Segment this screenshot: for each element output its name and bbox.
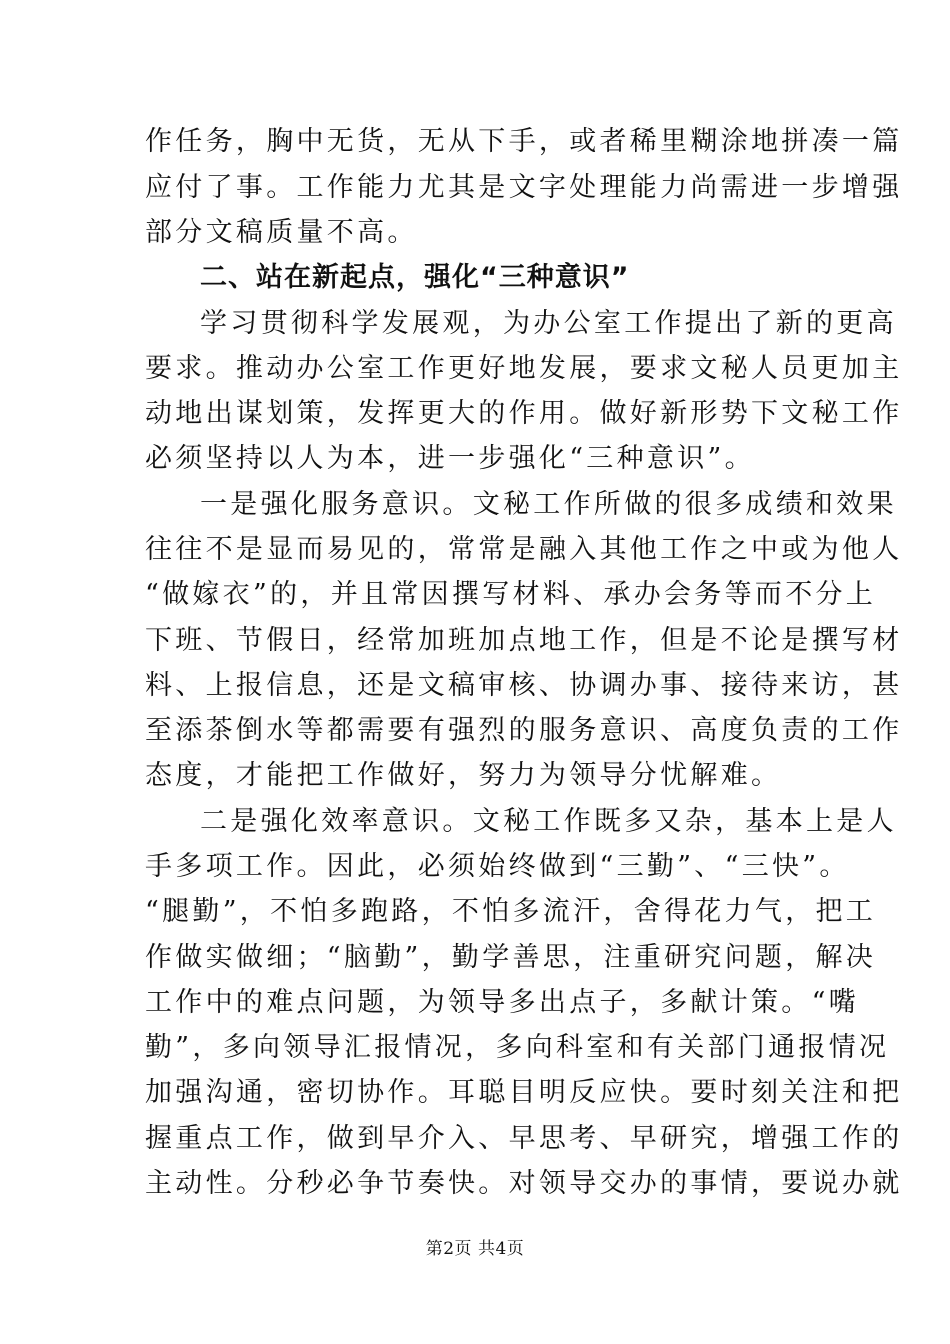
body-text-line: 态度，才能把工作做好，努力为领导分忧解难。 bbox=[145, 760, 782, 791]
paragraph-first-line: 一是强化服务意识。文秘工作所做的很多成绩和效果 bbox=[200, 489, 897, 520]
body-text-line: 勤”，多向领导汇报情况，多向科室和有关部门通报情况 bbox=[145, 1032, 890, 1063]
body-text-line: 要求。推动办公室工作更好地发展，要求文秘人员更加主 bbox=[145, 353, 903, 384]
body-text-line: 必须坚持以人为本，进一步强化“三种意识”。 bbox=[145, 443, 755, 474]
body-text-line: 下班、节假日，经常加班加点地工作，但是不论是撰写材 bbox=[145, 625, 903, 656]
body-text-line: 工作中的难点问题，为领导多出点子，多献计策。“嘴 bbox=[145, 987, 860, 1018]
body-text-line: 动地出谋划策，发挥更大的作用。做好新形势下文秘工作 bbox=[145, 398, 903, 429]
paragraph-first-line: 学习贯彻科学发展观，为办公室工作提出了新的更高 bbox=[200, 308, 897, 339]
body-text-line: “腿勤”，不怕多跑路，不怕多流汗，舍得花力气，把工 bbox=[145, 896, 877, 927]
body-text-line: 料、上报信息，还是文稿审核、协调办事、接待来访，甚 bbox=[145, 670, 903, 701]
page-number-footer: 第2页 共4页 bbox=[425, 1239, 525, 1259]
body-text-line: 手多项工作。因此，必须始终做到“三勤”、“三快”。 bbox=[145, 851, 850, 882]
body-text-line: 应付了事。工作能力尤其是文字处理能力尚需进一步增强 bbox=[145, 172, 903, 203]
body-text-line: 往往不是显而易见的，常常是融入其他工作之中或为他人 bbox=[145, 534, 903, 565]
body-text-line: 部分文稿质量不高。 bbox=[145, 217, 418, 248]
body-text-line: “做嫁衣”的，并且常因撰写材料、承办会务等而不分上 bbox=[145, 579, 877, 610]
body-text-line: 至添茶倒水等都需要有强烈的服务意识、高度负责的工作 bbox=[145, 715, 903, 746]
section-heading: 二、站在新起点，强化“三种意识” bbox=[200, 262, 630, 293]
body-text-line: 握重点工作，做到早介入、早思考、早研究，增强工作的 bbox=[145, 1123, 903, 1154]
body-text-line: 作做实做细；“脑勤”，勤学善思，注重研究问题，解决 bbox=[145, 942, 877, 973]
body-text-line: 加强沟通，密切协作。耳聪目明反应快。要时刻关注和把 bbox=[145, 1077, 903, 1108]
body-text-line: 作任务，胸中无货，无从下手，或者稀里糊涂地拼凑一篇 bbox=[145, 126, 903, 157]
paragraph-first-line: 二是强化效率意识。文秘工作既多又杂，基本上是人 bbox=[200, 806, 897, 837]
body-text-line: 主动性。分秒必争节奏快。对领导交办的事情，要说办就 bbox=[145, 1168, 903, 1199]
